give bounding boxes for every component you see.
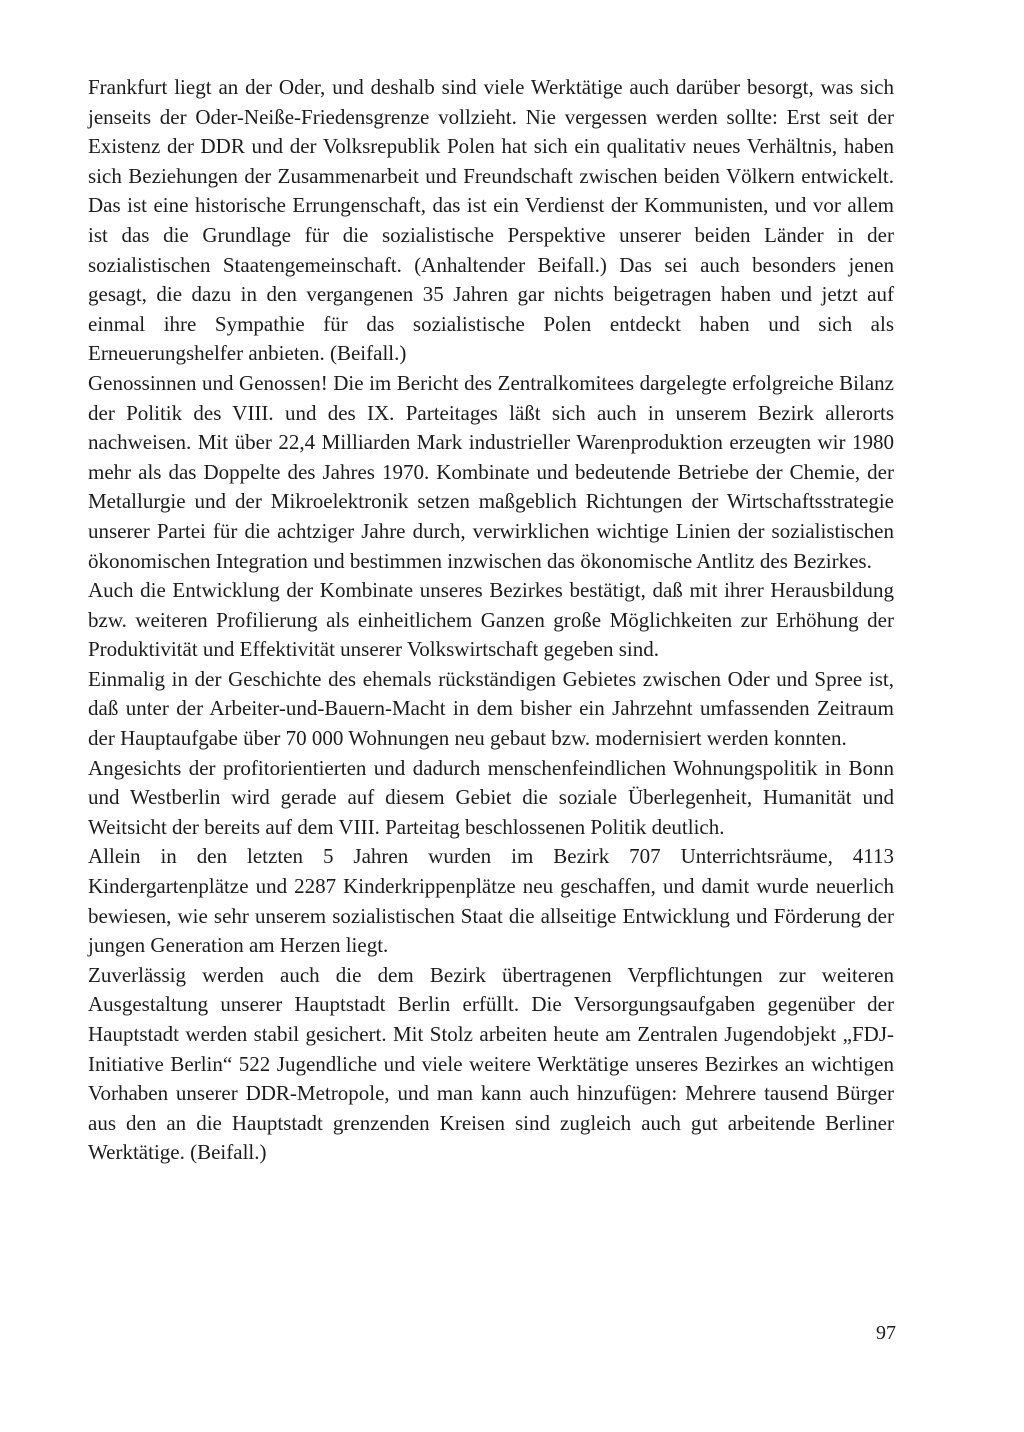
body-text [88, 73, 894, 1168]
paragraph-5: Angesichts der profitorientierten und dadurch menschenfeindlichen Wohnungspolitik in Bonn und Westberlin wird gerade auf diesem Gebiet die soziale Überlegenheit, Humanität und Weitsicht der bereits auf dem VIII. Parteitag beschlossenen Politik deutlich. [88, 755, 894, 839]
paragraph-6: Allein in den letzten 5 Jahren wurden im Bezirk 707 Unterrichtsräume, 4113 Kindergartenplätze und 2287 Kinderkrippenplätze neu geschaffen, und damit wurde neuerlich bewiesen, wie sehr unserem sozialistischen Staat die allseitige Entwicklung und Förderung der jungen Generation am Herzen liegt. [88, 844, 894, 958]
paragraph-1: Frankfurt liegt an der Oder, und deshalb sind viele Werktätige auch darüber besorgt, was sich jenseits der Oder-Neiße-Friedensgrenze vollzieht. Nie vergessen werden sollte: Erst seit der Existenz der DDR und der Volksrepublik Polen hat sich ein qualitativ neues Verhältnis, haben sich Beziehungen der Zusammenarbeit und Freundschaft zwischen beiden Völkern entwickelt. Das ist eine historische Errungenschaft, das ist ein Verdienst der Kommunisten, und vor allem ist das die Grundlage für die sozialistische Perspektive unserer beiden Länder in der sozialistischen Staatengemeinschaft. (Anhaltender Beifall.) Das sei auch besonders jenen gesagt, die dazu in den vergangenen 35 Jahren gar nichts beigetragen haben und jetzt auf einmal ihre Sympathie für das sozialistische Polen entdeckt haben und sich als Erneuerungshelfer anbieten. (Beifall.) [88, 75, 894, 366]
paragraph-7: Zuverlässig werden auch die dem Bezirk übertragenen Verpflichtungen zur weiteren Ausgestaltung unserer Hauptstadt Berlin erfüllt. Die Versorgungsaufgaben gegenüber der Hauptstadt werden stabil gesichert. Mit Stolz arbeiten heute am Zentralen Jugendobjekt „FDJ-Initiative Berlin“ 522 Jugendliche und viele weitere Werktätige unseres Bezirkes an wichtigen Vorhaben unserer DDR-Metropole, und man kann auch hinzufügen: Mehrere tausend Bürger aus den an die Hauptstadt grenzenden Kreisen sind zugleich auch gut arbeitende Berliner Werktätige. (Beifall.) [88, 962, 894, 1165]
paragraph-2: Genossinnen und Genossen! Die im Bericht des Zentralkomitees dargelegte erfolgreiche Bilanz der Politik des VIII. und des IX. Parteitages läßt sich auch in unserem Bezirk allerorts nachweisen. Mit über 22,4 Milliarden Mark industrieller Warenproduktion erzeugten wir 1980 mehr als das Doppelte des Jahres 1970. Kombinate und bedeutende Betriebe der Chemie, der Metallurgie und der Mikroelektronik setzen maßgeblich Richtungen der Wirtschaftsstrategie unserer Partei für die achtziger Jahre durch, verwirklichen wichtige Linien der sozialistischen ökonomischen Integration und bestimmen inzwischen das ökonomische Antlitz des Bezirkes. [88, 370, 894, 573]
paragraph-3: Auch die Entwicklung der Kombinate unseres Bezirkes bestätigt, daß mit ihrer Herausbildung bzw. weiteren Profilierung als einheitlichem Ganzen große Möglichkeiten zur Erhöhung der Produktivität und Effektivität unserer Volkswirtschaft gegeben sind. [88, 578, 894, 662]
page-number: 97 [876, 1322, 896, 1344]
paragraph-4: Einmalig in der Geschichte des ehemals rückständigen Gebietes zwischen Oder und Spree ist, daß unter der Arbeiter-und-Bauern-Macht in dem bisher ein Jahrzehnt umfassenden Zeitraum der Hauptaufgabe über 70 000 Wohnungen neu gebaut bzw. modernisiert werden konnten. [88, 666, 894, 751]
